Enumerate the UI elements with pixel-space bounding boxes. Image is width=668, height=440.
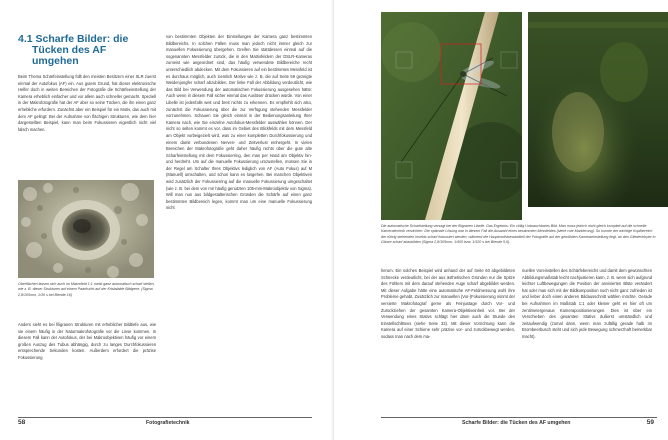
section-title-line1: Scharfe Bilder: die (35, 33, 129, 45)
water-reflection-image (528, 12, 668, 207)
lichen-surface-image (18, 180, 154, 278)
section-title-line2: Tücken des AF umgehen (32, 44, 107, 67)
right-footer-rule (381, 417, 657, 418)
surface-structure-photo (18, 180, 154, 278)
damselfly-photo-background (528, 12, 668, 207)
left-photo-caption: Oberflächen lassen sich auch im Makrofeld 1:1 meist ganz automatisch scharf stellen, wie z. B. dieser Strukturen auf einem Paarfrucht auf der Kristalalde Bildgene. (Sigma 2,8/105mm, 1/30 s bei Blende 16) (18, 282, 155, 297)
left-intro-text: Beim Thema Schärfeinstellung füllt den meisten Besitzern einer SLR zuerst einmal der Autofokus (AF) ein. Aus gutem Grund, hat dieser elektronische Helfer doch in weiten Bereichen der Fotografie die Schärfeeinstellung der Kamera erheblich einfacher und vor allem auch schneller gemacht. Speziell in der Makrofotografie hat der AF aber so seine Tücken, die ihn einen ganz erhebliche erfordern. Zunächst aber ein Beispiel für ein Motiv, das auch mit dem AF gelingt: Bei der Aufnahme von flächigen Strukturen, wie dem hier dargestellten Beispiel, kann man beim Fokussieren eigentlich nicht viel falsch machen. (18, 74, 156, 132)
right-column1-text: herum. Ein solches Beispiel wird anhand der auf Seite 60 abgebildeten Schnecke verdeutlicht, bei der aus ästhetischen Gründen nur die Spitze des Fühlers mit dem darauf stehenden Auge scharf abgebildet werden. Mit dieser Aufgabe hätte eine automatische AF-Feldmessung wohl ihre Probleme gehabt. Zusätzlich zur manuellen (Vor-)Fokussierung nimmt der versierte Makrofotograf gerne als Feinjustage durch Vor- und Zurückziehen der gesamten Kamera-Objektiveinheit vor. Bei der Verwendung eines Stativs schlägt hier dann auch die Stunde des Einstellschlittens (siehe Seite 33). Mit dieser Vorrichtung kann die Kamera auf einer Schiene sehr präzise vor- und zurückbewegt werden, sodass man nach dem ma- (381, 268, 515, 339)
damselfly-image (381, 12, 522, 220)
left-column2-text: von bestimmten Objekten der Einstellungen der Kamera ganz bestimmten Bildbereichs. In solchen Fällen muss man jedoch nicht immer gleich zur manuellen Fokussierung übergehen. Greifen Sie stattdessen einmal auf die sogenannten Messfelder zurück, die in den Matrixfeldern der DSLR-Kameras zumeist wie angeordnet sind, das häufig verwendete Bildbereiche recht unterschiedlich abdecken. Mit dem Fokussieren auf ein bestimmtes Messfeld ist es durchaus möglich, auch ziemlich Motive wie z. B. die auf Seite 59 gezeigte Weidenjungfer scharf abzubilden. Der linke Fall der Abbildung verdeutlicht, wie das Bild bei Verwendung der automatischen Fokussierung ausgesehen hätte: Auch wenn in diesem Fall sicher einmal das Auslöser drücken würde. Von einer Libelle ist jedenfalls weit und breit nichts zu erkennen. Es empfiehlt sich also, zunächst die Fokussierung über die zur Verfügung stehenden Messfelder vorzunehmen. Schauen Sie gleich einmal in der Bedienungsanleitung Ihrer Kamera nach, wie Sie einzelne Autofokus-Messfelder auswählen können. Der nicht so selten kommt es vor, dass im Gebiet des Blickfelds mit dem Messfeld am Objekt vorbeigezielt wird, was zu einer kompletten Durchfokussierung und einem damit verbundenen Nerven- und Zeitverlust einhergeht. In vielen Bereichen der Makrofotografie geht daher häufig nichts über die gute alte Scharfeinstellung mit dem Fokussierring, den man per Hand am Objektiv hin- und herdreht. Um auf die manuelle Fokussierung umzustellen, müssen Sie in der Regel am Schalter Ihres Objektivs lediglich von AF (Auto Fokus) auf M (Manuell) umschalten, und schon kann es losgehen. Bei manchen Objektiven wird zusätzlich der Fokussierring auf die manuelle Fokussierung umgeschaltet (wie z. B. bei dem von mir häufig genutzten 105-mm-Makroobjektiv von Sigma). Will man nun aus bildgestalterischen Gründen die Schärfe auf einen ganz bestimmten Bildbereich legen, kommt man um eine manuelle Fokussierung nicht (166, 34, 312, 211)
section-number: 4.1 (18, 33, 33, 45)
right-page-number: 59 (646, 419, 654, 426)
right-column2-text: nuellen Voreinstellen des Schärfebereichs und damit dem gewünschten Abbildungsmaßstab leicht nachjustieren kann, z. B. wenn sich aufgrund leichter Luftbewegungen die Position der anvisierten Blüte verändert hat oder man sich mit der Bildkomposition noch nicht ganz zufrieden ist und lieber doch einen anderen Bildausschnitt wählen möchte. Gerade bei Aufnahmen im Maßstab 1:1 oder kleiner geht es hier oft um zentimetergenaue Kamerapositionierungen. Dies ist über ein Verschieben des gesamten Stativs äußerst umständlich und zeitaufwendig (zumal dann, wenn man zufällig gerade halb im Brombeerbusch steht und sich jede Bewegung schmerzhaft bemerkbar macht). (522, 268, 652, 339)
right-footer-title: Scharfe Bilder: die Tücken des AF umgehen (462, 420, 571, 426)
damselfly-photo-blurred (381, 12, 522, 220)
right-photo-caption: Die automatische Scharfstellung versagt bei der filigranen Libelle. Das Ergebnis: Ein völlig Unbrauchbares Bild. Man muss jedoch nicht gleich komplett auf die schnelle Kameratechnik verzichten. Die optimale Lösung war in diesem Fall die Auswahl eines bestimmten Messfeldes (siehe rote Markierung). So konnte der wichtige Kopfbereich der rührig stehenden Insekts scharf fokussiert werden, während die Hauptmotivbestandteil der Fotografie auf der gewählten Kameraeinstellung liegt, an den Gliederkörper in Gänze scharf abzubilden (Sigma 2,8/105mm, 1/400 bzw. 1/320 s bei Blende 5,6). (381, 224, 656, 244)
left-bottom-text: Anders sieht es bei filigranen Strukturen mit erheblicher Bildtiefe aus, wie sie einem häufig in der Naturmakrofotografie vor die Linse kommen. In diesem Fall kann der Autofokus, der bei Makroobjektiven häufig vor einem großen Auszug des Tubus abhängig, durch zu langes Durchfokussieren entsprechende Sekunden kosten. Außerdem erfordert die präzise Fokussierung (18, 322, 156, 360)
left-page-number: 58 (18, 419, 26, 426)
section-heading (18, 34, 136, 67)
right-page (334, 0, 668, 440)
left-footer-title: Fotografietechnik (146, 420, 190, 426)
left-footer-rule (18, 417, 312, 418)
